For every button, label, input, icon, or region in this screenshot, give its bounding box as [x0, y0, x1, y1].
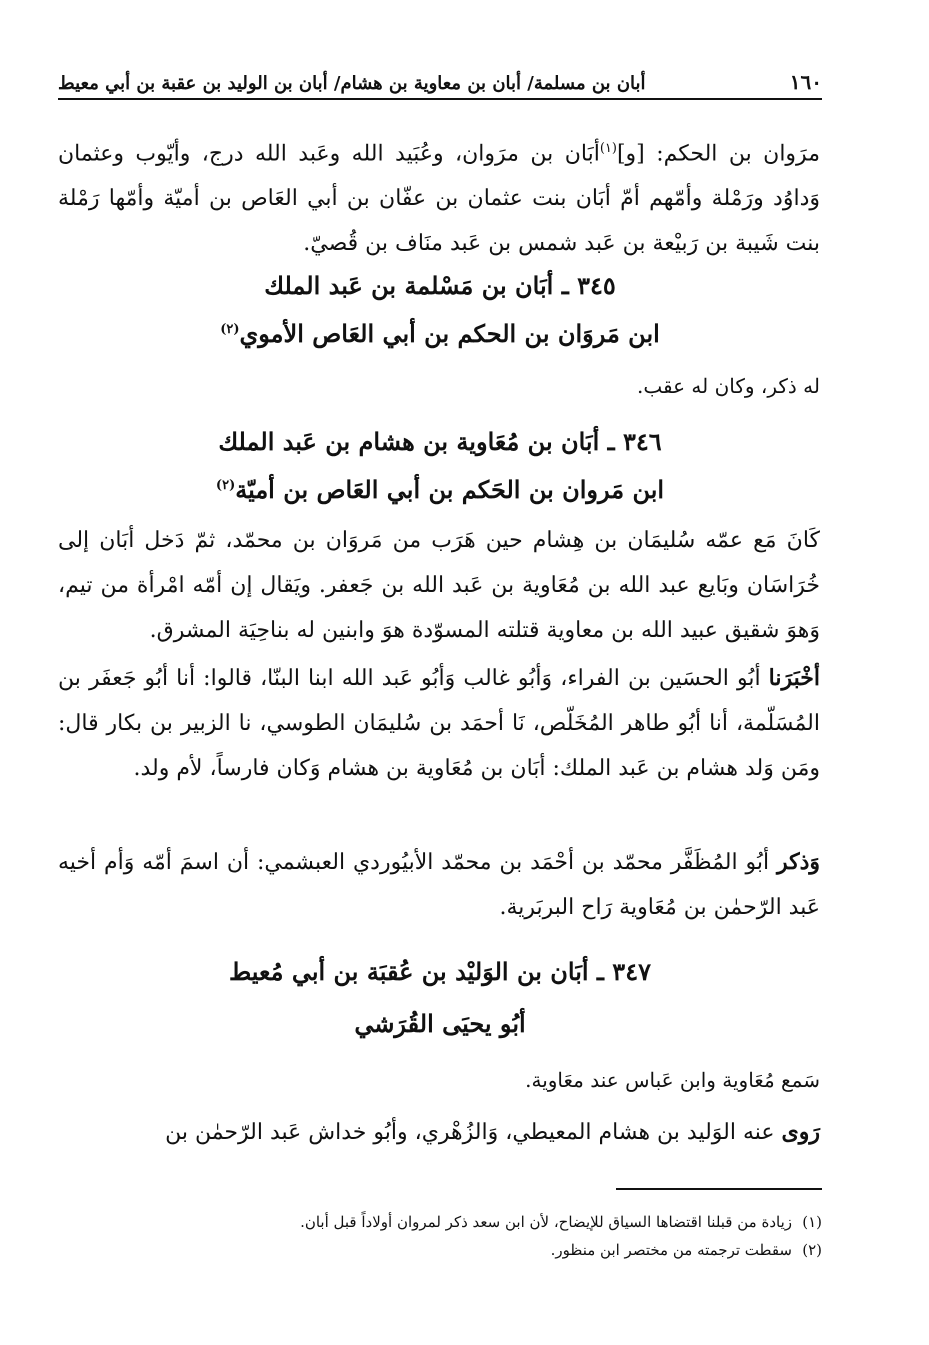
- footnote-number: (١): [802, 1213, 822, 1231]
- footnote-item: [58, 1236, 822, 1264]
- entry-346-paragraph-2: [58, 656, 820, 791]
- entry-346-paragraph-3-text: أبُو المُظَفَّر محمّد بن أحْمَد بن محمّد الأبيُوردي العبشمي: أن اسمَ أمّه وَأم أخيه عَبد الرّحمٰن بن مُعَاوية رَاح البربَرية.: [58, 850, 820, 920]
- entry-346-paragraph-3: [58, 840, 820, 930]
- entry-347-paragraph-1: سَمع مُعَاوية وابن عَباس عند معَاوية.: [525, 1068, 820, 1092]
- footnote-separator: [616, 1188, 822, 1190]
- footnote-ref-2a: (٢): [220, 322, 240, 337]
- entry-346-heading-text: ابن مَروان بن الحَكم بن أبي العَاص بن أميّة: [235, 475, 665, 504]
- narrated-lead-word: رَوى: [781, 1119, 820, 1145]
- footnote-ref-1: (١): [599, 141, 617, 156]
- page-number: ١٦٠: [789, 70, 822, 94]
- entry-347-paragraph-2: [58, 1110, 820, 1155]
- footnote-item: [58, 1208, 822, 1236]
- entry-345-heading-text: ابن مَروَان بن الحكم بن أبي العَاص الأموي: [239, 319, 660, 348]
- narration-lead-word: أخْبَرَنا: [768, 665, 820, 691]
- entry-346-heading-line2: [58, 464, 822, 512]
- entry-346-heading-line1: ٣٤٦ ـ أبَان بن مُعَاوية بن هشام بن عَبد الملك: [218, 427, 662, 456]
- entry-345-heading-line2: [58, 308, 822, 356]
- entry-346-paragraph-2-text: أبُو الحسَين بن الفراء، وَأبُو غالب وَأبُو عَبد الله ابنا البنّا، قالوا: أنا أبُو جَعفَر بن المُسَلّمة، أنا أبُو طاهر المُخَلّص، نَا أحمَد بن سُليمَان الطوسي، نا الزبير بن بكار قال: ومَن وَلد هشام بن عَبد الملك: أبَان بن مُعَاوية بن هشام وَكان فارساً، لأم ولد.: [58, 666, 820, 781]
- intro-text-before-note: مرَوان بن الحكم: [و]: [616, 141, 820, 167]
- footnote-ref-2b: (٢): [215, 478, 236, 493]
- entry-345-heading-line1: ٣٤٥ ـ أبَان بن مَسْلمة بن عَبد الملك: [264, 271, 616, 300]
- intro-paragraph: [58, 126, 820, 266]
- entry-347-heading-line1: ٣٤٧ ـ أبَان بن الوَليْد بن عُقبَة بن أبي مُعيط: [229, 957, 651, 986]
- intro-text-after-note: أبَان بن مرَوان، وعُبَيد الله وعَبد الله درج، وأيّوب وعثمان وَداوُد ورَمْلة وأمّهم أمّ أبَان بنت عثمان بن عفّان بن أبي العَاص بن أميّة وأمّها رَمْلة بنت شَيبة بن رَبيْعة بن عَبد شمس بن عَبد منَاف بن قُصيّ.: [58, 141, 820, 257]
- entry-347-heading-line2: أبُو يحيَى القُرَشي: [354, 1009, 526, 1038]
- footnotes-list: [58, 1208, 822, 1264]
- mention-lead-word: وَذكر: [776, 849, 820, 875]
- entry-346-paragraph-1: كَانَ مَع عمّه سُليمَان بن هِشام حين هَرَب من مَروَان بن محمّد، ثمّ دَخل أبَان إلى خُرَاسَان وبَايع عبد الله بن مُعَاوية بن عَبد الله بن جَعفر. ويَقال إن أمّه امْرأة من تيم، وَهوَ شقيق عبيد الله بن معاوية قتلته المسوّدة هوَ وابنين له بناحِيَة المشرق.: [58, 528, 820, 643]
- footnote-text: زيادة من قبلنا اقتضاها السياق للإيضاح، لأن ابن سعد ذكر لمروان أولاداً قبل أبان.: [300, 1213, 792, 1231]
- footnote-number: (٢): [802, 1241, 822, 1259]
- entry-345-text: له ذكر، وكان له عقب.: [637, 374, 820, 398]
- footnote-text: سقطت ترجمته من مختصر ابن منظور.: [550, 1241, 792, 1259]
- header-rule: [58, 98, 822, 100]
- running-title: أبان بن مسلمة/ أبان بن معاوية بن هشام/ أبان بن الوليد بن عقبة بن أبي معيط: [58, 73, 646, 94]
- entry-347-paragraph-2-text: عنه الوَليد بن هشام المعيطي، وَالزُهْري، وأبُو خداش عَبد الرّحمٰن بن: [165, 1120, 775, 1145]
- page-header: [58, 58, 822, 98]
